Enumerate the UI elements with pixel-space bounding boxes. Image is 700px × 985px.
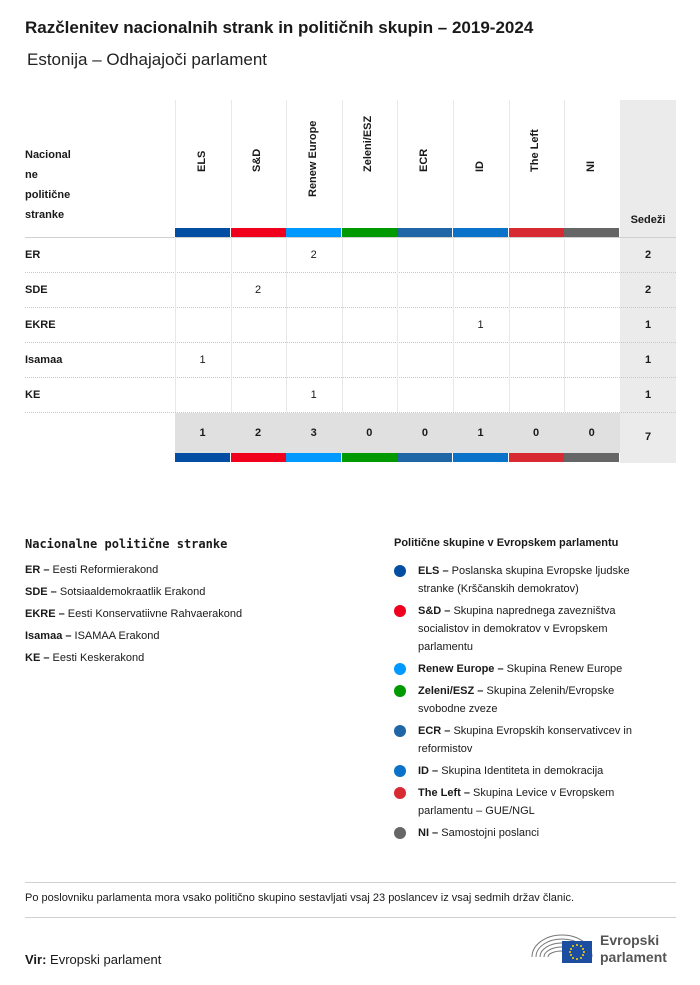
national-legend-item — [25, 608, 242, 620]
table-row — [25, 238, 676, 273]
group-color-bar — [175, 453, 230, 462]
national-legend-item — [25, 652, 144, 664]
source — [25, 952, 161, 967]
legend-name: Eesti Keskerakond — [49, 652, 145, 664]
row-party-label: EKRE — [25, 319, 56, 331]
column-divider — [342, 237, 343, 412]
group-color-bar — [564, 228, 619, 237]
grand-total: 7 — [644, 431, 652, 443]
table-cell: 2 — [310, 249, 317, 261]
column-divider — [509, 100, 510, 227]
legend-dot-icon — [394, 827, 406, 839]
column-total: 3 — [310, 427, 317, 439]
column-total: 2 — [255, 427, 262, 439]
legend-name: Skupina Renew Europe — [503, 663, 623, 675]
legend-name: Samostojni poslanci — [438, 827, 540, 839]
table-cell: 1 — [310, 389, 317, 401]
group-legend-item — [418, 824, 658, 842]
group-color-bar — [175, 228, 230, 237]
legend-dot-icon — [394, 565, 406, 577]
legend-name: Eesti Reformierakond — [49, 564, 159, 576]
table-row — [25, 308, 676, 343]
legend-name: Skupina Zelenih/Evropske svobodne zveze — [418, 685, 615, 715]
legend-name: Skupina Evropskih konservativcev in reformistov — [418, 725, 632, 755]
legend-dot-icon — [394, 765, 406, 777]
column-divider — [175, 237, 176, 412]
chart-title: Razčlenitev nacionalnih strank in političnih skupin – 2019-2024 — [25, 18, 534, 37]
group-color-bar — [286, 453, 341, 462]
group-color-bar — [397, 228, 452, 237]
column-total: 0 — [533, 427, 540, 439]
group-header-label: ECR — [417, 148, 430, 172]
national-legend-item — [25, 564, 158, 576]
row-total: 2 — [644, 249, 652, 261]
row-party-label: KE — [25, 389, 41, 401]
group-header-label: NI — [584, 161, 597, 172]
group-header-label: Zeleni/ESZ — [362, 115, 375, 172]
seats-column-header: Sedeži — [630, 214, 666, 226]
group-legend-item — [418, 602, 658, 656]
group-header-label: S&D — [251, 148, 264, 172]
legend-dot-icon — [394, 663, 406, 675]
national-legend-title: Nacionalne politične stranke — [25, 537, 228, 551]
column-divider — [231, 237, 232, 412]
legend-code: ELS – — [418, 565, 449, 577]
legend-dot-icon — [394, 685, 406, 697]
group-color-bar — [509, 453, 564, 462]
legend-name: Poslanska skupina Evropske ljudske stranke (Krščanskih demokratov) — [418, 565, 630, 595]
legend-name: Sotsiaaldemokraatlik Erakond — [56, 586, 206, 598]
column-total: 1 — [199, 427, 206, 439]
row-total: 1 — [644, 319, 652, 331]
column-divider — [397, 237, 398, 412]
row-party-label: Isamaa — [25, 354, 63, 366]
legend-name: ISAMAA Erakond — [71, 630, 160, 642]
legend-code: NI – — [418, 827, 439, 839]
legend-name: Skupina naprednega zavezništva socialistov in demokratov v Evropskem parlamentu — [418, 605, 616, 653]
ep-logo-icon — [530, 927, 594, 967]
column-total: 0 — [366, 427, 373, 439]
row-party-label: ER — [25, 249, 41, 261]
column-divider — [564, 237, 565, 412]
column-divider — [509, 237, 510, 412]
logo-line2: parlament — [600, 949, 667, 965]
group-legend-item — [418, 682, 658, 718]
footnote: Po poslovniku parlamenta mora vsako politično skupino sestavljati vsaj 23 poslancev iz vsaj sedmih držav članic. — [25, 892, 575, 904]
group-legend-item — [418, 762, 658, 780]
national-legend-item — [25, 586, 205, 598]
table-row — [25, 273, 676, 308]
group-color-bar — [453, 228, 508, 237]
row-total: 2 — [644, 284, 652, 296]
group-color-bar — [509, 228, 564, 237]
legend-code: Renew Europe – — [418, 663, 504, 675]
group-legend-item — [418, 784, 658, 820]
table-row — [25, 343, 676, 378]
divider-bottom — [25, 917, 676, 918]
table-cell: 1 — [199, 354, 206, 366]
group-color-bar — [342, 453, 397, 462]
national-legend-item — [25, 630, 160, 642]
legend-code: S&D – — [418, 605, 451, 617]
ep-logo-text — [600, 932, 667, 966]
legend-name: Eesti Konservatiivne Rahvaerakond — [64, 608, 243, 620]
column-total: 0 — [588, 427, 595, 439]
row-party-label: SDE — [25, 284, 48, 296]
group-color-bar — [453, 453, 508, 462]
group-header-label: Renew Europe — [306, 120, 319, 197]
column-divider — [453, 237, 454, 412]
logo-line1: Evropski — [600, 932, 660, 948]
legend-name: Skupina Identiteta in demokracija — [438, 765, 604, 777]
legend-code: SDE – — [25, 586, 57, 598]
groups-legend-title: Politične skupine v Evropskem parlamentu — [394, 537, 619, 549]
legend-code: The Left – — [418, 787, 470, 799]
column-total: 0 — [421, 427, 428, 439]
group-color-bar — [231, 453, 286, 462]
legend-dot-icon — [394, 725, 406, 737]
legend-code: EKRE – — [25, 608, 65, 620]
source-value: Evropski parlament — [46, 952, 162, 967]
legend-code: ECR – — [418, 725, 451, 737]
legend-code: Isamaa – — [25, 630, 72, 642]
row-total: 1 — [644, 389, 652, 401]
column-divider — [453, 100, 454, 227]
legend-code: ID – — [418, 765, 439, 777]
source-label: Vir: — [25, 952, 47, 967]
divider-top — [25, 882, 676, 883]
table-cell: 2 — [255, 284, 262, 296]
group-header-label: ELS — [195, 150, 208, 172]
legend-code: ER – — [25, 564, 50, 576]
legend-dot-icon — [394, 787, 406, 799]
table-row — [25, 378, 676, 413]
group-legend-item — [418, 562, 658, 598]
legend-dot-icon — [394, 605, 406, 617]
legend-code: Zeleni/ESZ – — [418, 685, 484, 697]
legend-code: KE – — [25, 652, 50, 664]
group-color-bar — [286, 228, 341, 237]
table-cell: 1 — [477, 319, 484, 331]
group-color-bar — [231, 228, 286, 237]
group-header-label: The Left — [529, 129, 542, 172]
group-color-bar — [397, 453, 452, 462]
column-divider — [286, 100, 287, 227]
column-divider — [564, 100, 565, 227]
row-total: 1 — [644, 354, 652, 366]
chart-subtitle: Estonija – Odhajajoči parlament — [27, 50, 268, 69]
legend-name: Skupina Levice v Evropskem parlamentu – GUE/NGL — [418, 787, 615, 817]
column-divider — [231, 100, 232, 227]
column-divider — [397, 100, 398, 227]
column-divider — [342, 100, 343, 227]
group-color-bar — [564, 453, 619, 462]
group-legend-item — [418, 660, 658, 678]
column-divider — [175, 100, 176, 227]
group-color-bar — [342, 228, 397, 237]
group-header-label: ID — [473, 161, 486, 172]
group-legend-item — [418, 722, 658, 758]
column-divider — [286, 237, 287, 412]
column-total: 1 — [477, 427, 484, 439]
party-column-header: Nacional ne politične stranke — [25, 149, 71, 221]
